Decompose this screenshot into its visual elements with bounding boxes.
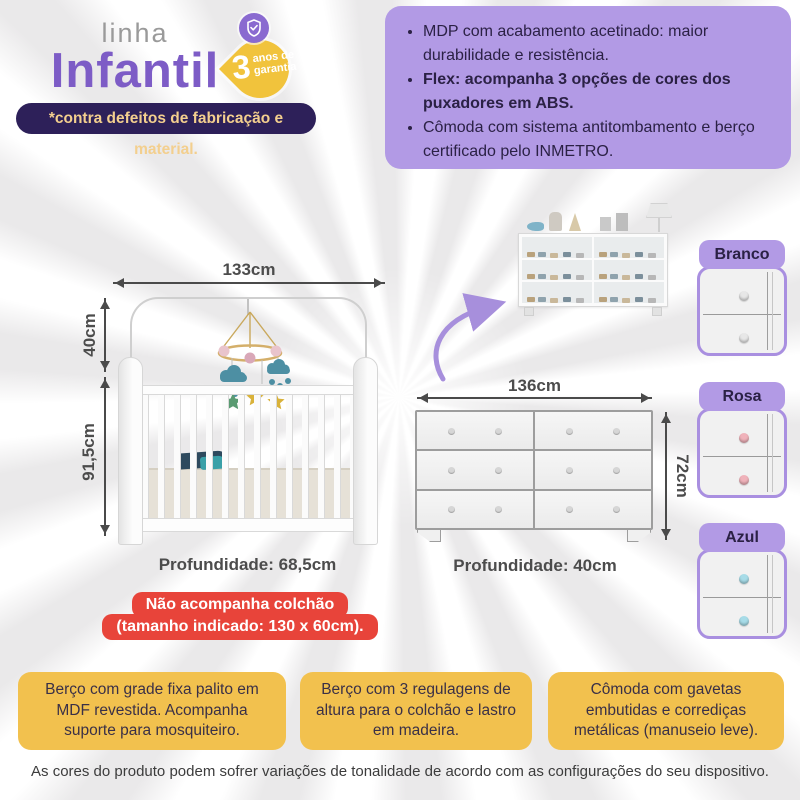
info-box-dresser-drawers: Cômoda com gavetas embutidas e corrediças metálicas (manuseio leve). [548, 672, 784, 750]
color-option-rosa-label: Rosa [699, 382, 785, 411]
deer-figure-decor [549, 212, 562, 231]
crib-top-rail [140, 385, 355, 395]
dresser-drawer [417, 412, 533, 449]
mattress-note [90, 592, 390, 640]
feature-item: • Cômoda com sistema antitombamento e berço certificado pelo INMETRO. [423, 116, 781, 164]
color-option-azul-swatch [697, 549, 787, 639]
drawer-knob [739, 433, 749, 443]
shelf [594, 282, 664, 303]
color-option-branco-label: Branco [699, 240, 785, 269]
curved-arrow-icon [423, 293, 507, 385]
brand-logo [20, 18, 253, 99]
dresser-drawer [417, 451, 533, 488]
dresser-right-foot [627, 530, 651, 542]
feature-item: • Flex: acompanha 3 opções de cores dos puxadores em ABS. [423, 68, 781, 116]
warranty-years: 3 [230, 47, 253, 87]
crib-width-label: 133cm [222, 260, 276, 279]
crib-right-post [353, 357, 378, 545]
color-option-azul-label: Azul [699, 523, 785, 552]
warranty-disclaimer: *contra defeitos de fabricação e material. [16, 103, 316, 134]
features-list [397, 20, 781, 164]
cone-decor [569, 213, 581, 231]
features-panel [385, 6, 791, 169]
dresser-height-label: 72cm [673, 454, 692, 498]
crib-height-label: 91,5cm [79, 423, 98, 481]
crib-left-post [118, 357, 143, 545]
warranty-text-line2: garantia [253, 60, 298, 77]
color-option-rosa-swatch [697, 408, 787, 498]
shelf [522, 282, 592, 303]
crib-slats [142, 393, 354, 520]
crib-depth-label: Profundidade: 68,5cm [158, 555, 337, 574]
shield-check-icon [239, 13, 269, 43]
crib-bottom-rail [140, 518, 355, 532]
brand-line-label: linha [101, 18, 169, 48]
dresser-height-arrow-icon [665, 412, 667, 540]
crib-canopy-height-arrow-icon [104, 298, 106, 372]
dresser-open-photo [518, 233, 668, 307]
shelf [522, 260, 592, 281]
lamp-pole [658, 218, 660, 232]
info-box-crib-height: Berço com 3 regulagens de altura para o colchão e lastro em madeira. [300, 672, 532, 750]
dresser-drawer [535, 451, 651, 488]
crib-width-arrow-icon [113, 282, 385, 284]
crib-height-arrow-icon [104, 377, 106, 536]
dresser-photo-foot [652, 307, 662, 316]
box-decor [616, 213, 628, 231]
lamp-icon [646, 203, 672, 218]
color-option-branco-swatch [697, 266, 787, 356]
dresser-drawer [417, 491, 533, 528]
shelf [522, 237, 592, 258]
whale-toy-decor [527, 222, 544, 231]
shelf [594, 237, 664, 258]
dresser-width-arrow-icon [417, 397, 652, 399]
drawer-knob [739, 333, 749, 343]
mattress-note-line1: Não acompanha colchão [132, 592, 349, 618]
drawer-knob [739, 475, 749, 485]
drawer-knob [739, 291, 749, 301]
shelf [594, 260, 664, 281]
mattress-note-line2: (tamanho indicado: 130 x 60cm). [102, 614, 377, 640]
warranty-text-line1: anos de [252, 49, 295, 66]
dresser-width-label: 136cm [508, 376, 561, 395]
drawer-knob [739, 574, 749, 584]
feature-item: • MDP com acabamento acetinado: maior durabilidade e resistência. [423, 20, 781, 68]
dresser-left-foot [417, 530, 441, 542]
crib-canopy-height-label: 40cm [80, 313, 99, 357]
color-variation-disclaimer: As cores do produto podem sofrer variações de tonalidade de acordo com as configurações do seu dispositivo. [31, 763, 769, 780]
dresser-drawer [535, 412, 651, 449]
dresser-photo-foot [524, 307, 534, 316]
dresser-drawer [535, 491, 651, 528]
brand-name: Infantil [50, 44, 220, 98]
dresser-depth-label: Profundidade: 40cm [453, 556, 617, 575]
box-decor [600, 217, 611, 231]
info-box-crib-rail: Berço com grade fixa palito em MDF revestida. Acompanha suporte para mosquiteiro. [18, 672, 286, 750]
drawer-knob [739, 616, 749, 626]
dresser-diagram [415, 410, 653, 530]
